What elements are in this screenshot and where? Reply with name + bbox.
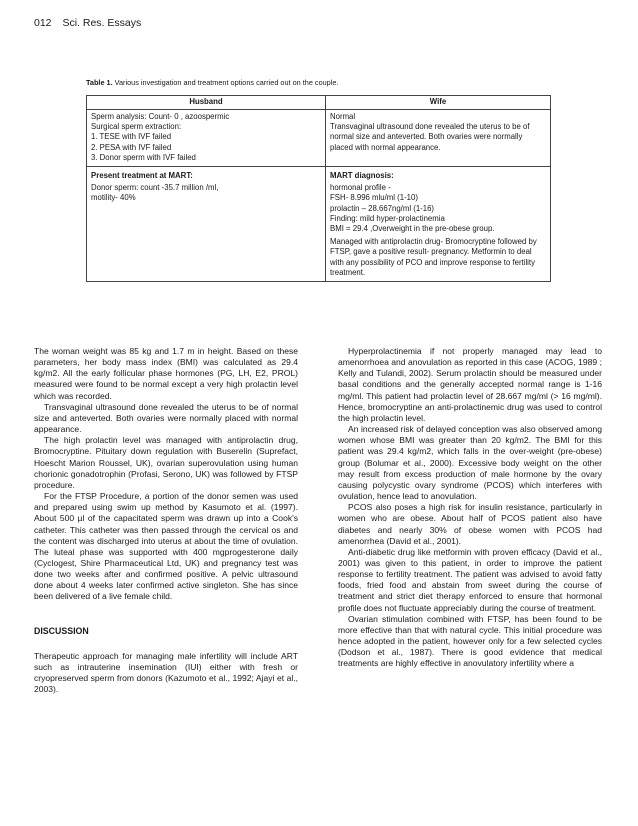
- table-row: [87, 167, 551, 282]
- present-treatment-cell: [87, 167, 326, 282]
- table-caption-text: Various investigation and treatment options carried out on the couple.: [114, 78, 339, 87]
- list-item: BMI = 29.4 ,Overweight in the pre-obese group.: [330, 224, 495, 234]
- diagnosis-cell: [326, 167, 551, 282]
- journal-name: Sci. Res. Essays: [62, 17, 142, 29]
- wife-investigations-cell: [326, 110, 551, 167]
- body-paragraph: Transvaginal ultrasound done revealed the uterus to be of normal size and anteverted. Both ovaries were normally placed with normal appearance.: [34, 401, 298, 435]
- column-header-wife: Wife: [326, 96, 551, 110]
- list-item: FSH- 8.996 mlu/ml (1-10): [330, 193, 418, 203]
- list-item: Transvaginal ultrasound done revealed the uterus to be of normal size and anteverted. Both ovaries were normally placed with normal appearance.: [330, 122, 530, 152]
- body-paragraph: Hyperprolactinemia if not properly managed may lead to amenorrhoea and anovulation as reported in this case (ACOG, 1989 ; Kelly and Tulandi, 2002). Serum prolactin should be measured under basal conditions and the generally accepted normal range is 1-16 mg/ml. This patient had prolactin level of 28.667 mg/ml (> 16 mg/ml). Hence, bromocryptine an anti-prolactinemic drug was used to control the high prolactin level.: [338, 346, 602, 423]
- body-paragraph: The high prolactin level was managed with antiprolactin drug, Bromocryptine. Pituitary down regulation with Buserelin (Suprefact, Hoescht Marion Roussel, UK), ovarian superovulation using human chorionic gonadotrophin (Profasi, Serono, UK) was followed by FTSP procedure.: [34, 435, 298, 490]
- running-header: [34, 17, 141, 29]
- body-paragraph: Ovarian stimulation combined with FTSP, has been found to be more effective than that with natural cycle. This initial procedure was hence adopted in the patient, however only for a few selected cycles (Dodson et al., 1987). There is good evidence that medical treatments are highly effective in anovulatory infertility where a: [338, 613, 602, 669]
- body-paragraph: For the FTSP Procedure, a portion of the donor semen was used and prepared using swim up method by Kasumoto et al. (1997). About 500 µl of the capacitated sperm was drawn up into a Cook's catheter. This catheter was then passed through the cervical os and the content was discharged into uterus at about the time of ovulation. The luteal phase was supported with 400 mgprogesterone daily (Cyclogest, Shire Pharmaceutical Ltd, UK) and pregnancy test was done two weeks after and confirmed positive. A pelvic ultrasound done about 4 weeks later confirmed active singleton. She has since been delivered of a live female child.: [34, 491, 298, 602]
- diagnosis-title: MART diagnosis:: [330, 171, 394, 181]
- list-item: hormonal profile -: [330, 183, 391, 193]
- discussion-heading: DISCUSSION: [34, 625, 89, 636]
- table-caption-label: Table 1.: [86, 78, 113, 87]
- right-column: [338, 346, 602, 670]
- table-caption: [86, 78, 338, 87]
- column-header-husband: Husband: [87, 96, 326, 110]
- body-paragraph: Anti-diabetic drug like metformin with proven efficacy (David et al., 2001) was given to this patient, in order to improve the patient response to fertility treatment. The patient was advised to avoid fatty foods, fried food and abstain from sweet during the course of treatment and strict diet therapy enforced to ensure that hormonal profile does not fluctuate appreciably during the course of treatment.: [338, 546, 602, 613]
- list-item: motility- 40%: [91, 193, 136, 203]
- husband-investigations-cell: [87, 110, 326, 167]
- list-item: prolactin – 28.667ng/ml (1-16): [330, 203, 435, 213]
- list-item: 3. Donor sperm with IVF failed: [91, 152, 196, 162]
- body-paragraph: Therapeutic approach for managing male infertility will include ART such as intrauterine insemination (IUI) either with fresh or cryopreserved sperm from donors (Kazumoto et al., 1992; Ajayi et al., 2003).: [34, 650, 298, 695]
- table-header-row: [87, 96, 551, 110]
- list-item: 1. TESE with IVF failed: [91, 132, 172, 142]
- list-item: Surgical sperm extraction:: [91, 122, 182, 132]
- page-number: 012: [34, 17, 52, 29]
- diagnosis-management: Managed with antiprolactin drug- Bromocryptine followed by FTSP, gave a positive result- pregnancy. Metformin to deal with any possibility of PCO and improve response to fertility treatment.: [330, 237, 537, 277]
- body-paragraph: An increased risk of delayed conception was also observed among women whose BMI was greater than 20 kg/m2. The BMI for this patient was 29.4 kg/m2, which falls in the over-weight (pre-obese) group (Bolumar et al., 2000). Excessive body weight on the other may result from excess production of male hormone by the ovary causing polycystic ovary syndrome (PCOS) which interferes with ovulation, hence lead to anovulation.: [338, 424, 602, 502]
- list-item: Sperm analysis: Count- 0 , azoospermic: [91, 112, 230, 121]
- list-item: Normal: [330, 112, 356, 121]
- present-treatment-title: Present treatment at MART:: [91, 171, 193, 181]
- list-item: Finding: mild hyper-prolactinemia: [330, 213, 445, 223]
- list-item: 2. PESA with IVF failed: [91, 142, 172, 152]
- treatment-table: [86, 95, 551, 282]
- list-item: Donor sperm: count -35.7 million /ml,: [91, 183, 219, 193]
- body-paragraph: The woman weight was 85 kg and 1.7 m in height. Based on these parameters, her body mass index (BMI) was calculated as 29.4 kg/m2. All the early follicular phase hormones (PG, LH, E2, PROL) measured were found to be normal except a very high prolactin level which was recorded.: [34, 346, 298, 401]
- left-column: [34, 346, 298, 695]
- table-row: [87, 110, 551, 167]
- body-paragraph: PCOS also poses a high risk for insulin resistance, particularly in women who are obese. About half of PCOS patient also have diabetes and nearly 30% of obese women with PCOS had amenorrhea (David et al., 2001).: [338, 502, 602, 546]
